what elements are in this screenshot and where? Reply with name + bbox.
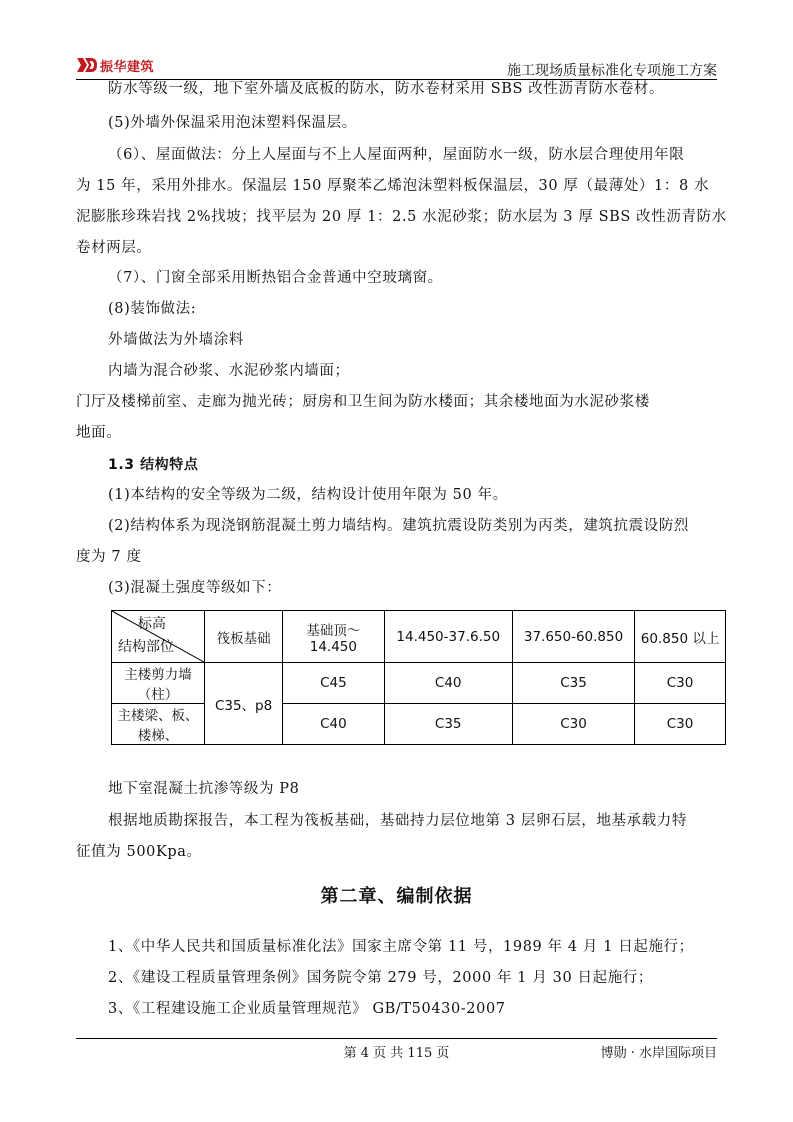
table-cell: C35	[512, 663, 634, 704]
page-number: 第 4 页 共 115 页	[343, 1046, 450, 1061]
reference-item: 1、《中华人民共和国质量标准化法》国家主席令第 11 号，1989 年 4 月 1 日起施行；	[108, 939, 694, 955]
paragraph: （7）、门窗全部采用断热铝合金普通中空玻璃窗。	[108, 270, 443, 286]
paragraph: （6）、屋面做法：分上人屋面与不上人屋面两种，屋面防水一级，防水层合理使用年限	[108, 147, 685, 163]
paragraph: (1)本结构的安全等级为二级，结构设计使用年限为 50 年。	[108, 487, 508, 503]
concrete-grade-table	[111, 610, 726, 745]
footer-divider	[76, 1038, 717, 1039]
table-cell: C40	[283, 704, 384, 745]
shared-cell: C35、p8	[204, 663, 282, 745]
section-heading: 1.3 结构特点	[108, 457, 199, 473]
column-header: 14.450-37.6.50	[384, 611, 512, 663]
paragraph: 卷材两层。	[76, 240, 152, 256]
paragraph: (2)结构体系为现浇钢筋混凝土剪力墙结构。建筑抗震设防类别为丙类，建筑抗震设防烈	[108, 518, 690, 534]
table-cell: C30	[635, 663, 726, 704]
reference-item: 2、《建设工程质量管理条例》国务院令第 279 号，2000 年 1 月 30 日起施行；	[108, 970, 653, 986]
table-corner-cell	[112, 611, 205, 663]
reference-item: 3、《工程建设施工企业质量管理规范》 GB/T50430-2007	[108, 1001, 506, 1017]
column-header: 筏板基础	[204, 611, 282, 663]
project-name: 博勋 · 水岸国际项目	[600, 1046, 717, 1061]
paragraph: (3)混凝土强度等级如下：	[108, 580, 282, 596]
table-cell: C30	[635, 704, 726, 745]
logo-mark-icon	[76, 57, 98, 73]
company-logo	[76, 56, 154, 74]
table-header-row	[112, 611, 726, 663]
chapter-title: 第二章、编制依据	[320, 886, 473, 907]
paragraph: 征值为 500Kpa。	[76, 844, 202, 860]
table-cell: C45	[283, 663, 384, 704]
paragraph: 泥膨胀珍珠岩找 2%找坡；找平层为 20 厚 1：2.5 水泥砂浆；防水层为 3 厚 SBS 改性沥青防水	[76, 209, 727, 225]
table-cell: C40	[384, 663, 512, 704]
table-cell: C30	[512, 704, 634, 745]
column-header: 基础顶～14.450	[283, 611, 384, 663]
corner-label-part: 结构部位	[118, 639, 174, 655]
row-label: 主楼梁、板、楼梯、	[112, 704, 205, 745]
paragraph: 度为 7 度	[76, 549, 142, 565]
row-label: 主楼剪力墙（柱）	[112, 663, 205, 704]
paragraph: 根据地质勘探报告，本工程为筏板基础，基础持力层位地第 3 层卵石层，地基承载力特	[108, 813, 687, 829]
table-cell: C35	[384, 704, 512, 745]
paragraph: 地面。	[76, 425, 122, 441]
paragraph: 内墙为混合砂浆、水泥砂浆内墙面；	[108, 363, 350, 379]
paragraph: 外墙做法为外墙涂料	[108, 332, 244, 348]
table-row	[112, 704, 726, 745]
header-title: 施工现场质量标准化专项施工方案	[507, 63, 717, 79]
logo-text: 振华建筑	[100, 59, 155, 75]
table-row	[112, 663, 726, 704]
paragraph: 为 15 年，采用外排水。保温层 150 厚聚苯乙烯泡沫塑料板保温层，30 厚（最薄处）1：8 水	[76, 178, 710, 194]
paragraph: 防水等级一级，地下室外墙及底板的防水，防水卷材采用 SBS 改性沥青防水卷材。	[108, 81, 665, 97]
paragraph: 门厅及楼梯前室、走廊为抛光砖；厨房和卫生间为防水楼面；其余楼地面为水泥砂浆楼	[76, 394, 650, 410]
corner-label-elevation: 标高	[137, 616, 166, 632]
paragraph: (8)装饰做法:	[108, 301, 197, 317]
column-header: 60.850 以上	[635, 611, 726, 663]
paragraph: (5)外墙外保温采用泡沫塑料保温层。	[108, 115, 357, 131]
paragraph: 地下室混凝土抗渗等级为 P8	[108, 781, 300, 797]
column-header: 37.650-60.850	[512, 611, 634, 663]
